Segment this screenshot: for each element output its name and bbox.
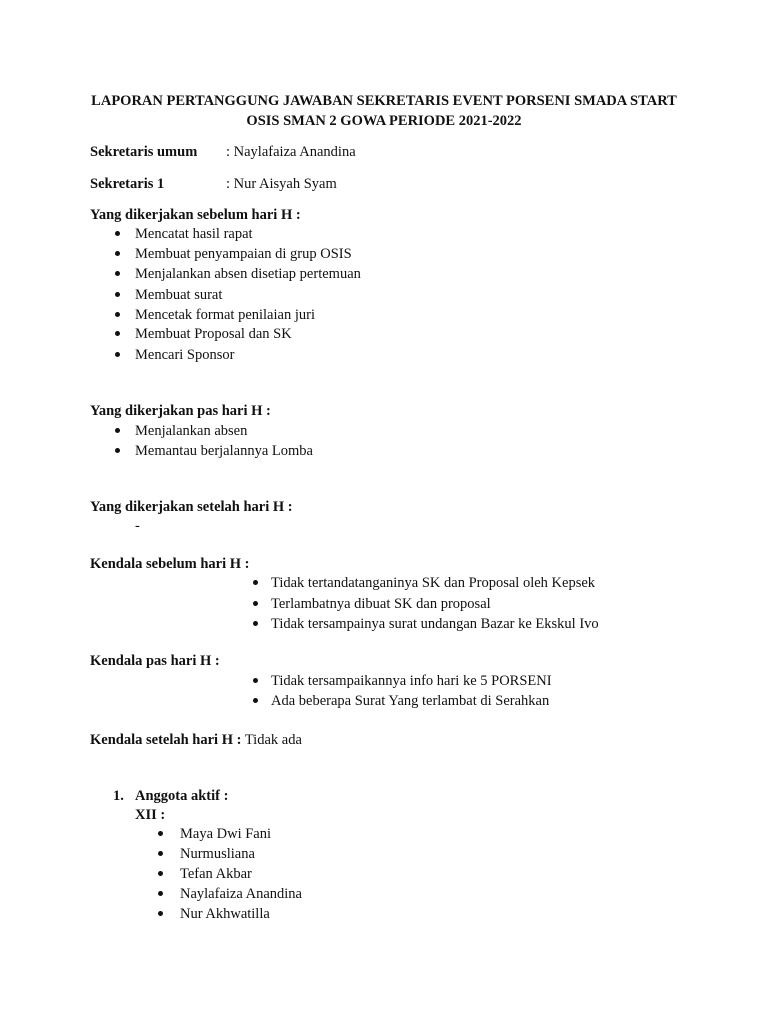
member-name: Maya Dwi Fani [180,826,272,842]
member-name: Naylafaiza Anandina [180,886,302,902]
list-item: Ada beberapa Surat Yang terlambat di Serahkan [271,693,550,709]
officer-role-first: Sekretaris 1 [90,176,165,192]
list-number: 1. [113,788,124,804]
officer-name-first: : Nur Aisyah Syam [226,176,337,192]
list-item: Membuat surat [135,287,223,303]
bullet-icon [115,251,120,256]
section-value-kendala-after: Tidak ada [244,732,302,748]
list-item: Terlambatnya dibuat SK dan proposal [271,596,491,612]
list-item: Memantau berjalannya Lomba [135,443,313,459]
list-item: Tidak tersampaikannya info hari ke 5 PORSENI [271,673,552,689]
section-kendala-after [90,730,302,750]
bullet-icon [115,448,120,453]
members-heading: Anggota aktif : [135,788,229,804]
bullet-icon [253,678,258,683]
member-name: Nurmusliana [180,846,255,862]
list-item: Menjalankan absen disetiap pertemuan [135,266,361,282]
bullet-icon [253,698,258,703]
section-heading-during: Yang dikerjakan pas hari H : [90,403,271,419]
list-item: Membuat penyampaian di grup OSIS [135,246,352,262]
officer-name-general: : Naylafaiza Anandina [226,144,356,160]
bullet-icon [253,601,258,606]
bullet-icon [115,352,120,357]
officer-role-general: Sekretaris umum [90,144,198,160]
section-heading-kendala-before: Kendala sebelum hari H : [90,556,250,572]
bullet-icon [115,428,120,433]
bullet-icon [158,851,163,856]
member-name: Nur Akhwatilla [180,906,270,922]
bullet-icon [115,312,120,317]
list-item: Membuat Proposal dan SK [135,326,292,342]
section-heading-kendala-after: Kendala setelah hari H : [90,732,242,748]
bullet-icon [115,292,120,297]
bullet-icon [158,911,163,916]
section-value-after: - [135,518,140,534]
bullet-icon [253,580,258,585]
list-item: Mencetak format penilaian juri [135,307,315,323]
bullet-icon [158,871,163,876]
bullet-icon [158,891,163,896]
bullet-icon [253,621,258,626]
list-item: Tidak tertandatanganinya SK dan Proposal oleh Kepsek [271,575,596,591]
list-item: Mencari Sponsor [135,347,235,363]
bullet-icon [115,231,120,236]
bullet-icon [158,831,163,836]
list-item: Mencatat hasil rapat [135,226,253,242]
section-heading-before: Yang dikerjakan sebelum hari H : [90,207,301,223]
bullet-icon [115,271,120,276]
section-heading-after: Yang dikerjakan setelah hari H : [90,499,293,515]
report-title-line-2: OSIS SMAN 2 GOWA PERIODE 2021-2022 [246,113,522,129]
member-name: Tefan Akbar [180,866,252,882]
list-item: Menjalankan absen [135,423,248,439]
report-title-line-1: LAPORAN PERTANGGUNG JAWABAN SEKRETARIS EVENT PORSENI SMADA START [91,93,677,109]
list-item: Tidak tersampainya surat undangan Bazar ke Ekskul Ivo [271,616,599,632]
bullet-icon [115,331,120,336]
section-heading-kendala-during: Kendala pas hari H : [90,653,220,669]
members-class: XII : [135,807,166,823]
